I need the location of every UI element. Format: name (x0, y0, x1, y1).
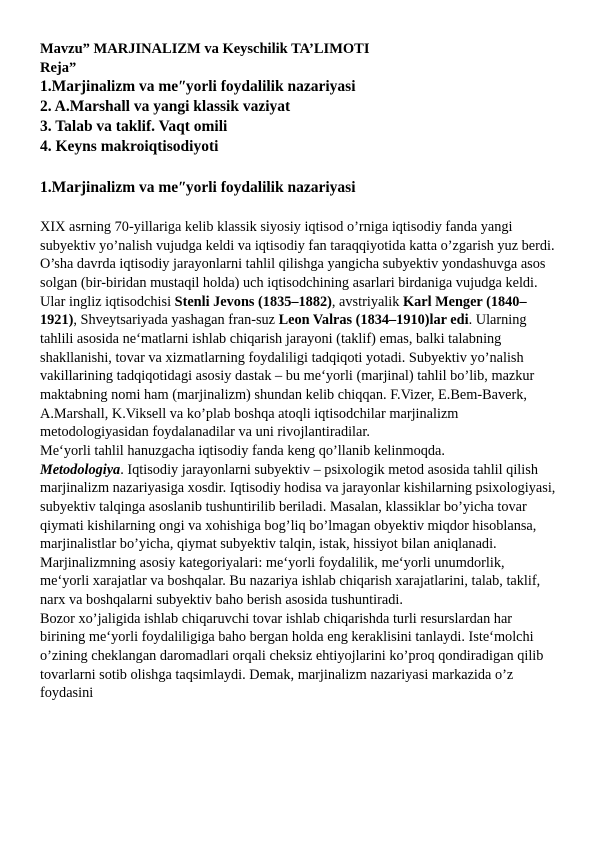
plan-item: 1.Marjinalizm va meʺyorli foydalilik nazariyasi (40, 78, 356, 95)
plan-item: 2. A.Marshall va yangi klassik vaziyat (40, 98, 291, 115)
text-run: , Shveytsariyada yashagan fran-suz (73, 312, 279, 329)
text-run: . Ularning tahlili asosida ne‘matlarni ishlab chiqarish jarayoni (taklif) emas, balki talabning shakllanishi, tovar va xizmatlarning foydaliligi tadqiqoti yotadi. Subyektiv yo’nalish vakillarining tadqiqotidagi asosiy dastak – bu me‘yorli (marjinal) tahlil bo’lib, mazkur maktabning nomi ham (marjinalizm) shundan kelib chiqqan. F.Vizer, E.Bem-Baverk, A.Marshall, K.Viksell va ko’plab boshqa atoqli iqtisodchilar marjinalizm metodologiyasidan foydalanadilar va uni rivojlantiradilar. (40, 312, 535, 441)
plan-label: Reja” (40, 59, 77, 76)
text-run: , avstriyalik (331, 293, 403, 310)
paragraph (40, 461, 556, 610)
paragraph: Me‘yorli tahlil hanuzgacha iqtisodiy fanda keng qo’llanib kelinmoqda. (40, 442, 445, 459)
plan-item: 3. Talab va taklif. Vaqt omili (40, 118, 228, 135)
paragraph: Bozor xo’jaligida ishlab chiqaruvchi tovar ishlab chiqarishda turli resurslardan har birining me‘yorli foydaliligiga baho bergan holda eng keraklisini tanlaydi. Iste‘molchi o’zining cheklangan daromadlari orqali cheksiz ehtiyojlarini ko’proq qondiradigan qilib tovarlarni sotib olishga taqsimlaydi. Demak, marjinalizm nazariyasi markazida o’z foydasini (40, 610, 544, 702)
paragraph (40, 218, 556, 442)
section-title: 1.Marjinalizm va meʺyorli foydalilik nazariyasi (40, 179, 356, 196)
bold-name-jevons: Stenli Jevons (1835–1882) (174, 293, 332, 310)
plan-item: 4. Keyns makroiqtisodiyoti (40, 138, 219, 155)
topic-heading: Mavzu” MARJINALIZM va Keyschilik TA’LIMOTI (40, 41, 370, 57)
bold-name-valras: Leon Valras (1834–1910)lar edi (278, 312, 469, 329)
bold-name-menger: Karl Menger (1840–1921) (40, 293, 527, 329)
methodology-term: Metodologiya (40, 461, 121, 478)
text-run: . Iqtisodiy jarayonlarni subyektiv – psixologik metod asosida tahlil qilish marjinalizm nazariyasiga xosdir. Iqtisodiy hodisa va jarayonlar kishilarning psixologiyasi, subyektiv talqinga asoslanib tushuntirilib beriladi. Masalan, klassiklar bo’yicha tovar qiymati kishilarning ongi va xohishiga bog’liq bo’lmagan obyektiv miqdor hisoblansa, marjinalistlar bo’yicha, qiymat subyektiv talqin, istak, hissiyot bilan aniqlanadi. Marjinalizmning asosiy kategoriyalari: me‘yorli foydalilik, me‘yorli unumdorlik, me‘yorli xarajatlar va boshqalar. Bu nazariya ishlab chiqarish xarajatlarini, talab, taklif, narx va boshqalarni subyektiv baho berish asosida tushuntiradi. (40, 461, 556, 609)
body-text (40, 218, 556, 703)
text-run: XIX asrning 70-yillariga kelib klassik siyosiy iqtisod o’rniga iqtisodiy fanda yangi subyektiv yo’nalish vujudga keldi va iqtisodiy fan taraqqiyotida katta o’zgarish yuz berdi. O’sha davrda iqtisodiy jarayonlarni tahlil qilishga yangicha subyektiv yondashuvga asos solgan (bir-biridan mustaqil holda) uch iqtisodchining asarlari birdaniga vujudga keldi. Ular ingliz iqtisodchisi (40, 219, 555, 310)
plan-list (40, 77, 556, 157)
